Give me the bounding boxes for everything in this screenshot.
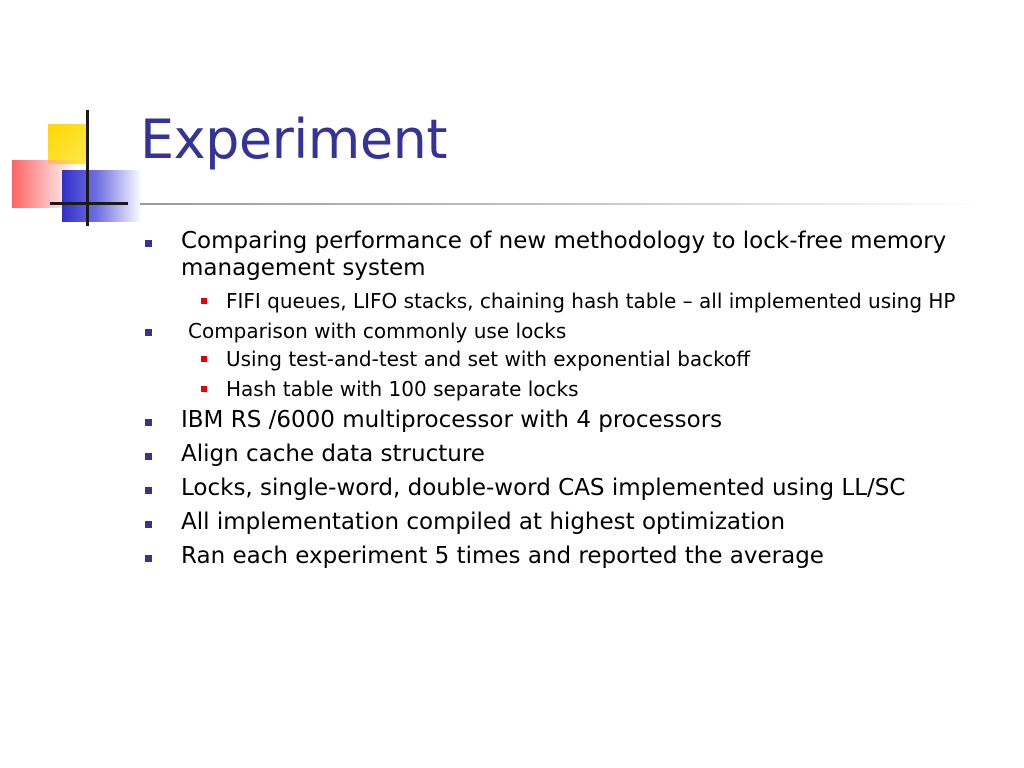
logo-vertical-line xyxy=(86,110,89,226)
sub-bullet-item xyxy=(142,377,1002,401)
slide-title: Experiment xyxy=(140,108,448,171)
square-bullet-icon xyxy=(145,521,152,528)
square-bullet-icon xyxy=(145,453,152,460)
bullet-item xyxy=(142,475,1002,502)
sub-bullet-item xyxy=(142,289,1002,313)
sub-bullet-item xyxy=(142,347,1002,371)
bullet-item xyxy=(142,543,1002,570)
bullet-list xyxy=(142,228,1002,577)
red-square-bullet-icon xyxy=(201,386,207,392)
square-bullet-icon xyxy=(145,329,152,336)
red-square-bullet-icon xyxy=(201,298,207,304)
bullet-item xyxy=(142,228,1002,282)
square-bullet-icon xyxy=(145,555,152,562)
bullet-text: Locks, single-word, double-word CAS implemented using LL/SC xyxy=(181,475,906,501)
square-bullet-icon xyxy=(145,240,152,247)
bullet-text: Ran each experiment 5 times and reported the average xyxy=(181,543,824,569)
square-bullet-icon xyxy=(145,487,152,494)
sub-bullet-text: Using test-and-test and set with exponential backoff xyxy=(226,347,751,371)
bullet-text: Comparing performance of new methodology to lock-free memory management system xyxy=(181,228,947,281)
logo-blue-square xyxy=(62,170,140,222)
red-square-bullet-icon xyxy=(201,356,207,362)
bullet-text: Comparison with commonly use locks xyxy=(188,319,567,343)
bullet-item xyxy=(142,441,1002,468)
sub-bullet-text: FIFI queues, LIFO stacks, chaining hash table – all implemented using HP xyxy=(226,289,956,313)
sub-bullet-text: Hash table with 100 separate locks xyxy=(226,377,579,401)
title-underline xyxy=(140,203,980,205)
logo-horizontal-line xyxy=(50,202,128,205)
bullet-item xyxy=(142,319,1002,343)
bullet-item xyxy=(142,509,1002,536)
square-bullet-icon xyxy=(145,419,152,426)
decorative-logo xyxy=(0,0,150,240)
bullet-item xyxy=(142,407,1002,434)
bullet-text: IBM RS /6000 multiprocessor with 4 processors xyxy=(181,407,723,433)
logo-yellow-square xyxy=(48,124,88,164)
bullet-text: All implementation compiled at highest optimization xyxy=(181,509,786,535)
bullet-text: Align cache data structure xyxy=(181,441,485,467)
